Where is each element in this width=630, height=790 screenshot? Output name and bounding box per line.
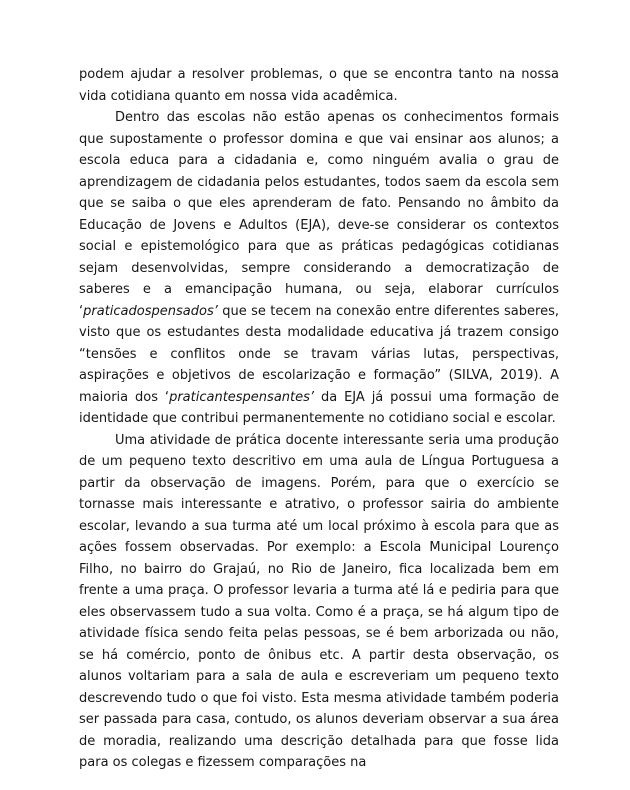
italic-term-praticadospensados: praticadospensados’ — [83, 303, 218, 319]
paragraph-text: podem ajudar a resolver problemas, o que se encontra tanto na nossa vida cotidiana quanto em nossa vida acadêmica. — [79, 67, 559, 104]
paragraph-eja-context — [79, 107, 559, 430]
paragraph-text: Dentro das escolas não estão apenas os conhecimentos formais que supostamente o professor domina e que vai ensinar aos alunos; a escola educa para a cidadania e, como ninguém avalia o grau de aprendizagem de cidadania pelos estudantes, todos saem da escola sem que se saiba o que eles aprenderam de fato. Pensando no âmbito da Educação de Jovens e Adultos (EJA), deve-se considerar os contextos social e epistemológico para que as práticas pedagógicas cotidianas sejam desenvolvidas, sempre considerando a democratização de saberes e a emancipação humana, ou seja, elaborar currículos ‘ — [79, 110, 559, 319]
italic-term-praticantespensantes: praticantespensantes’ — [169, 389, 315, 405]
paragraph-text: da EJA já possui uma formação de identidade que contribui permanentemente no cotidiano social e escolar. — [79, 389, 559, 426]
paragraph-continuation — [79, 64, 559, 107]
document-page — [79, 64, 559, 774]
paragraph-text: que se tecem na conexão entre diferentes saberes, visto que os estudantes desta modalidade educativa já trazem consigo “tensões e conflitos onde se travam várias lutas, perspectivas, aspirações e objetivos de escolarização e formação” (SILVA, 2019). A maioria dos ‘ — [79, 303, 559, 405]
paragraph-text: Uma atividade de prática docente interessante seria uma produção de um pequeno texto descritivo em uma aula de Língua Portuguesa a partir da observação de imagens. Porém, para que o exercício se tornasse mais interessante e atrativo, o professor sairia do ambiente escolar, levando a sua turma até um local próximo à escola para que as ações fossem observadas. Por exemplo: a Escola Municipal Lourenço Filho, no bairro do Grajaú, no Rio de Janeiro, fica localizada bem em frente a uma praça. O professor levaria a turma até lá e pediria para que eles observassem tudo a sua volta. Como é a praça, se há algum tipo de atividade física sendo feita pelas pessoas, se é bem arborizada ou não, se há comércio, ponto de ônibus etc. A partir desta observação, os alunos voltariam para a sala de aula e escreveriam um pequeno texto descrevendo tudo o que foi visto. Esta mesma atividade também poderia ser passada para casa, contudo, os alunos deveriam observar a sua área de moradia, realizando uma descrição detalhada para que fosse lida para os colegas e fizessem comparações na — [79, 432, 559, 770]
paragraph-teaching-activity — [79, 430, 559, 774]
